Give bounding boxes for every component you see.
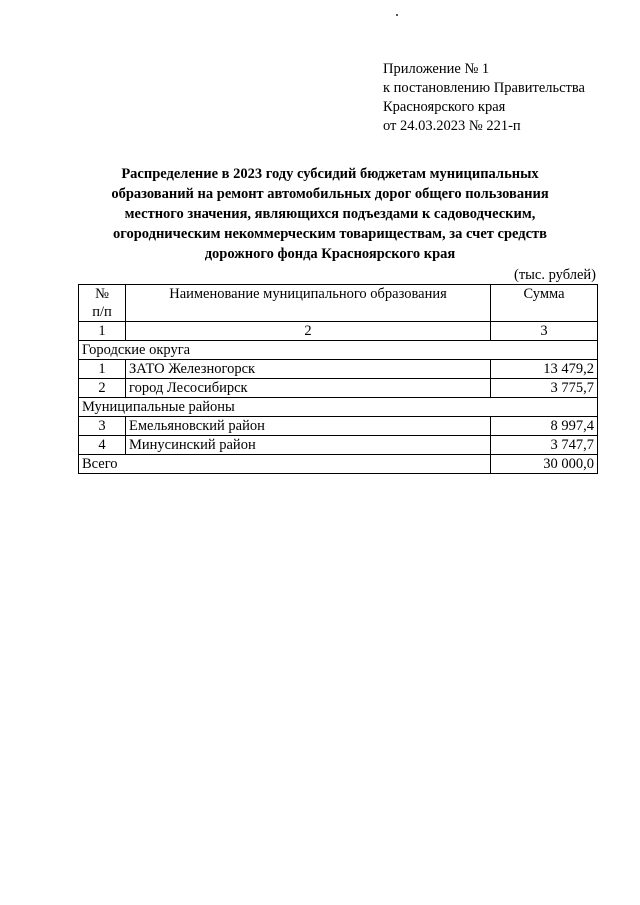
header-number-abbr: п/п	[92, 304, 112, 320]
title-line: местного значения, являющихся подъездами к садоводческим,	[124, 206, 536, 222]
header-sum: Сумма	[491, 285, 598, 322]
group-row	[79, 398, 598, 417]
row-number: 2	[79, 379, 126, 398]
total-sum: 30 000,0	[491, 455, 598, 474]
group-label: Муниципальные районы	[79, 398, 598, 417]
appendix-line: Приложение № 1	[383, 61, 490, 77]
title-line: образований на ремонт автомобильных дорог общего пользования	[111, 186, 549, 202]
row-name: Минусинский район	[126, 436, 491, 455]
appendix-line: к постановлению Правительства	[383, 80, 585, 96]
row-name: Емельяновский район	[126, 417, 491, 436]
row-sum: 13 479,2	[491, 360, 598, 379]
table-header-row	[79, 285, 598, 322]
distribution-table	[78, 284, 598, 474]
appendix-block	[383, 60, 585, 136]
index-cell: 3	[491, 322, 598, 341]
row-name: город Лесосибирск	[126, 379, 491, 398]
table-row	[79, 436, 598, 455]
row-number: 1	[79, 360, 126, 379]
table-row	[79, 379, 598, 398]
scan-speck	[396, 14, 398, 16]
row-number: 3	[79, 417, 126, 436]
row-sum: 8 997,4	[491, 417, 598, 436]
index-cell: 2	[126, 322, 491, 341]
table-index-row	[79, 322, 598, 341]
group-row	[79, 341, 598, 360]
header-number-symbol: №	[95, 286, 109, 302]
document-title	[80, 164, 580, 264]
title-line: Распределение в 2023 году субсидий бюджетам муниципальных	[121, 166, 539, 182]
row-sum: 3 775,7	[491, 379, 598, 398]
title-line: дорожного фонда Красноярского края	[204, 246, 456, 262]
appendix-line: Красноярского края	[383, 99, 506, 115]
row-name: ЗАТО Железногорск	[126, 360, 491, 379]
total-label: Всего	[79, 455, 491, 474]
header-number	[79, 285, 126, 322]
units-label: (тыс. рублей)	[514, 267, 596, 283]
total-row	[79, 455, 598, 474]
header-name: Наименование муниципального образования	[126, 285, 491, 322]
appendix-line: от 24.03.2023 № 221-п	[383, 118, 521, 134]
title-line: огородническим некоммерческим товариществам, за счет средств	[113, 226, 547, 242]
index-cell: 1	[79, 322, 126, 341]
group-label: Городские округа	[79, 341, 598, 360]
row-sum: 3 747,7	[491, 436, 598, 455]
table-row	[79, 360, 598, 379]
table-row	[79, 417, 598, 436]
row-number: 4	[79, 436, 126, 455]
